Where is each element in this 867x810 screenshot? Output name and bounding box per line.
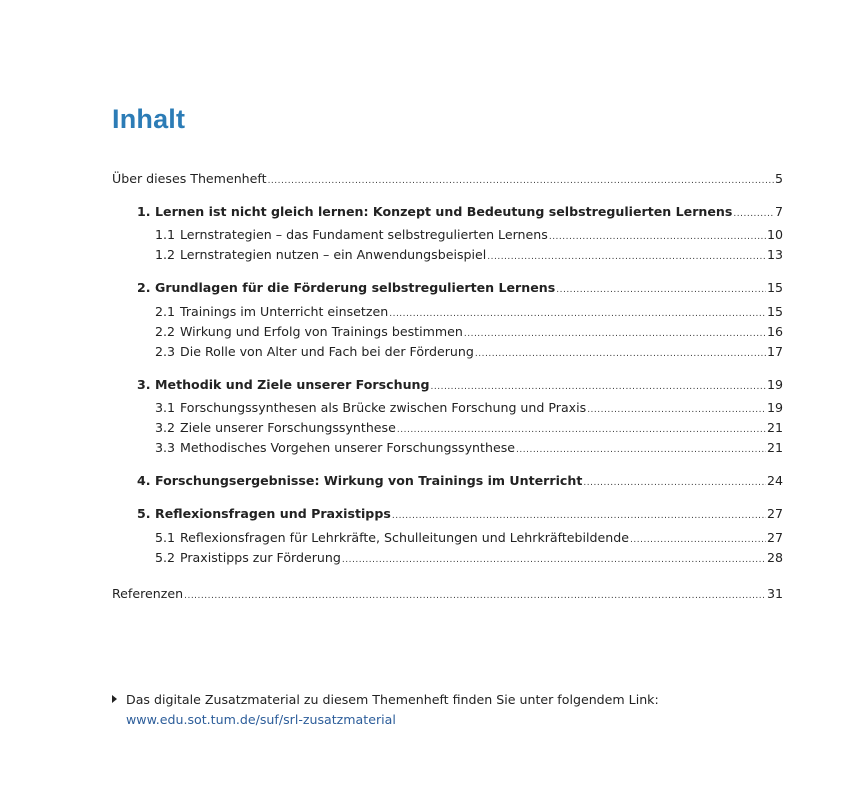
chapter-number: 2. bbox=[137, 280, 151, 295]
subsection-number: 3.2 bbox=[155, 420, 176, 435]
chapter-title: Lernen ist nicht gleich lernen: Konzept und Bedeutung selbstregulierten Lernens bbox=[155, 204, 733, 219]
page-title: Inhalt bbox=[112, 104, 186, 134]
toc-subsection-3-1[interactable] bbox=[155, 399, 783, 419]
toc-page-number: 21 bbox=[766, 440, 783, 455]
subsection-title: Praxistipps zur Förderung bbox=[180, 550, 341, 565]
toc-entry-references[interactable] bbox=[112, 585, 783, 605]
leader-dots bbox=[475, 345, 766, 363]
subsection-number: 2.3 bbox=[155, 344, 176, 359]
toc-subsection-3-3[interactable] bbox=[155, 439, 783, 459]
chapter-title: Methodik und Ziele unserer Forschung bbox=[155, 377, 430, 392]
chapter-title: Grundlagen für die Förderung selbstregulierten Lernens bbox=[155, 280, 556, 295]
subsection-number: 1.2 bbox=[155, 247, 176, 262]
toc-entry-label: Über dieses Themenheft bbox=[112, 171, 267, 186]
toc-page-number: 5 bbox=[774, 171, 783, 186]
toc-subsection-1-1[interactable] bbox=[155, 226, 783, 246]
toc-subsection-5-2[interactable] bbox=[155, 549, 783, 569]
subsection-title: Die Rolle von Alter und Fach bei der Förderung bbox=[180, 344, 474, 359]
toc-page-number: 15 bbox=[766, 280, 783, 295]
toc-subsection-5-1[interactable] bbox=[155, 529, 783, 549]
subsection-title: Ziele unserer Forschungssynthese bbox=[180, 420, 396, 435]
leader-dots bbox=[516, 441, 766, 459]
subsection-number: 5.2 bbox=[155, 550, 176, 565]
leader-dots bbox=[342, 551, 766, 569]
toc-page-number: 21 bbox=[766, 420, 783, 435]
toc-entry-label: Referenzen bbox=[112, 586, 184, 601]
subsection-title: Wirkung und Erfolg von Trainings bestimmen bbox=[180, 324, 463, 339]
note-text: Das digitale Zusatzmaterial zu diesem Themenheft finden Sie unter folgendem Link: bbox=[126, 692, 659, 707]
leader-dots bbox=[464, 325, 766, 343]
toc-subsection-2-1[interactable] bbox=[155, 303, 783, 323]
toc-subsection-2-3[interactable] bbox=[155, 343, 783, 363]
leader-dots bbox=[487, 248, 766, 266]
toc-page-number: 19 bbox=[766, 400, 783, 415]
toc-page-number: 27 bbox=[766, 530, 783, 545]
leader-dots bbox=[630, 531, 766, 549]
leader-dots bbox=[587, 401, 766, 419]
toc-chapter-4[interactable] bbox=[137, 472, 783, 492]
leader-dots bbox=[397, 421, 766, 439]
subsection-number: 3.3 bbox=[155, 440, 176, 455]
toc-entry-intro[interactable] bbox=[112, 170, 783, 190]
chapter-number: 5. bbox=[137, 506, 151, 521]
subsection-title: Lernstrategien – das Fundament selbstregulierten Lernens bbox=[180, 227, 548, 242]
triangle-right-icon bbox=[112, 695, 117, 703]
toc-page-number: 28 bbox=[766, 550, 783, 565]
subsection-title: Trainings im Unterricht einsetzen bbox=[180, 304, 389, 319]
toc-page-number: 27 bbox=[766, 506, 783, 521]
leader-dots bbox=[268, 172, 774, 190]
chapter-title: Reflexionsfragen und Praxistipps bbox=[155, 506, 391, 521]
chapter-number: 1. bbox=[137, 204, 151, 219]
leader-dots bbox=[549, 228, 766, 246]
toc-subsection-2-2[interactable] bbox=[155, 323, 783, 343]
toc-page-number: 16 bbox=[766, 324, 783, 339]
leader-dots bbox=[392, 507, 766, 525]
chapter-number: 3. bbox=[137, 377, 151, 392]
toc-page-number: 19 bbox=[766, 377, 783, 392]
subsection-number: 2.2 bbox=[155, 324, 176, 339]
toc-subsection-1-2[interactable] bbox=[155, 246, 783, 266]
subsection-number: 5.1 bbox=[155, 530, 176, 545]
toc-page-number: 17 bbox=[766, 344, 783, 359]
leader-dots bbox=[184, 587, 766, 605]
leader-dots bbox=[556, 281, 766, 299]
leader-dots bbox=[389, 305, 766, 323]
toc-page-number: 7 bbox=[774, 204, 783, 219]
subsection-number: 3.1 bbox=[155, 400, 176, 415]
toc-page-number: 13 bbox=[766, 247, 783, 262]
chapter-number: 4. bbox=[137, 473, 151, 488]
toc-chapter-1[interactable] bbox=[137, 203, 783, 223]
subsection-number: 1.1 bbox=[155, 227, 176, 242]
toc-page-number: 15 bbox=[766, 304, 783, 319]
leader-dots bbox=[733, 205, 774, 223]
toc-page-number: 31 bbox=[766, 586, 783, 601]
subsection-title: Lernstrategien nutzen – ein Anwendungsbeispiel bbox=[180, 247, 487, 262]
leader-dots bbox=[431, 378, 766, 396]
subsection-title: Forschungssynthesen als Brücke zwischen Forschung und Praxis bbox=[180, 400, 587, 415]
toc-subsection-3-2[interactable] bbox=[155, 419, 783, 439]
toc-chapter-3[interactable] bbox=[137, 376, 783, 396]
toc-page-number: 24 bbox=[766, 473, 783, 488]
subsection-title: Reflexionsfragen für Lehrkräfte, Schulleitungen und Lehrkräftebildende bbox=[180, 530, 630, 545]
chapter-title: Forschungsergebnisse: Wirkung von Trainings im Unterricht bbox=[155, 473, 583, 488]
toc-chapter-2[interactable] bbox=[137, 279, 783, 299]
toc-page-number: 10 bbox=[766, 227, 783, 242]
leader-dots bbox=[583, 474, 766, 492]
supplementary-material-link[interactable]: www.edu.sot.tum.de/suf/srl-zusatzmaterial bbox=[126, 712, 396, 727]
subsection-number: 2.1 bbox=[155, 304, 176, 319]
toc-chapter-5[interactable] bbox=[137, 505, 783, 525]
subsection-title: Methodisches Vorgehen unserer Forschungssynthese bbox=[180, 440, 516, 455]
